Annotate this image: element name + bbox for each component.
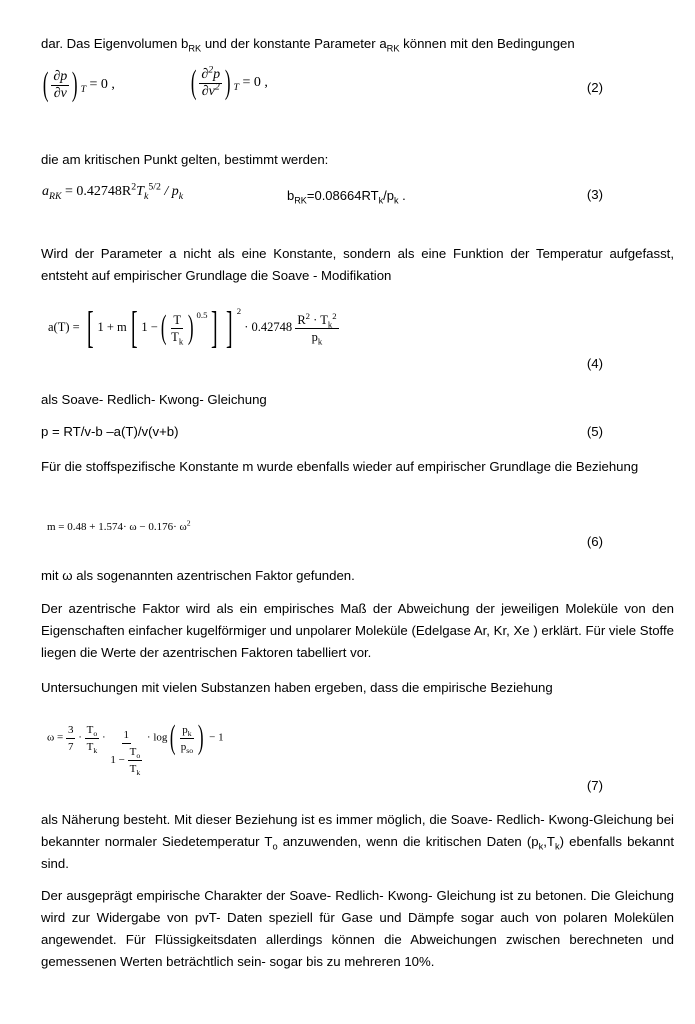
equation-3-b: $b_{RK}=0.08664RT_k/p_k$ . [287, 188, 406, 206]
equation-number-7: (7) [586, 778, 603, 793]
paragraph-constant-m: Für die stoffspezifische Konstante m wurde ebenfalls wieder auf empirischer Grundlage die Beziehung [41, 459, 639, 474]
equation-number-4: (4) [586, 356, 603, 371]
paragraph-acentric-definition: Der azentrische Faktor wird als ein empirisches Maß der Abweichung der jeweiligen Moleküle von den Eigenschaften einfacher kugelförmiger und unpolarer Moleküle (Edelgase Ar, Kr, Xe ) erklärt. Für viele Stoffe liegen die Werte der azentrischen Faktoren tabelliert vor. [41, 601, 674, 660]
paragraph-empirical-character: Der ausgeprägt empirische Charakter der Soave- Redlich- Kwong- Gleichung ist zu betonen. Die Gleichung wird zur Widergabe von pvT- Daten speziell für Gase und Dämpfe sogar auch von polaren Molekülen angewendet. Für Flüssigkeitsdaten allerdings können die Abweichungen zwischen berechneten und gemessenen Werten beträchtlich sein- sogar bis zu mehreren 10%. [41, 888, 674, 969]
equation-number-2: (2) [586, 80, 603, 95]
equation-number-3: (3) [586, 187, 603, 202]
paragraph-acentric-factor: mit ω als sogenannten azentrischen Faktor gefunden. [41, 568, 355, 583]
paragraph-srk-name: als Soave- Redlich- Kwong- Gleichung [41, 392, 267, 407]
paragraph-critical-point: die am kritischen Punkt gelten, bestimmt werden: [41, 152, 329, 167]
equation-number-5: (5) [586, 424, 603, 439]
equation-2-first: ( $\frac{\partial p}{\partial v}$ ) $_T$ = 0 , [42, 66, 115, 103]
equation-3-a: $a_{RK} = 0.42748R^2T_k^{5/2} / p_k$ [42, 181, 184, 202]
paragraph-empirical-relation: Untersuchungen mit vielen Substanzen haben ergeben, dass die empirische Beziehung [41, 680, 553, 695]
paragraph-approximation: als Näherung besteht. Mit dieser Beziehung ist es immer möglich, die Soave- Redlich- Kwong-Gleichung bei bekannter normaler Siedetemperatur $T_o$ anzuwenden, wenn die kritischen Daten $(p_k,T_k)$ ebenfalls bekannt sind. [41, 812, 675, 871]
equation-7: ω = $\frac{3}{7}$ · $\frac{T_o}{T_k}$ · 1 1 − $\frac{T_o}{T_k}$ · log( $\frac{p_k}{p_{so}}$ ) − 1 [47, 719, 224, 778]
paragraph-intro: dar. Das Eigenvolumen $b_{RK}$ und der konstante Parameter $a_{RK}$ können mit den Bedingungen [41, 36, 575, 54]
equation-6: $m = 0.48 + 1.574\cdot \omega - 0.176\cdot \omega^2$ [47, 518, 191, 533]
paragraph-soave-modification: Wird der Parameter a nicht als eine Konstante, sondern als eine Funktion der Temperatur aufgefasst, entsteht auf empirischer Grundlage die Soave - Modifikation [41, 246, 674, 283]
equation-5: p = RT/v-b –a(T)/v(v+b) [41, 424, 179, 439]
equation-number-6: (6) [586, 534, 603, 549]
equation-4: a(T) = [ 1 + m[ 1 −( $\frac{T}{T_k}$ ) $^{0.5}$] ] $^2$ · 0.42748 $\frac{R^2 \cdot T_k^2}{p_k}$ [48, 303, 337, 352]
equation-2-second: ( $\frac{\partial^2p}{\partial v^2}$ ) $_T$ = 0 , [190, 63, 268, 101]
